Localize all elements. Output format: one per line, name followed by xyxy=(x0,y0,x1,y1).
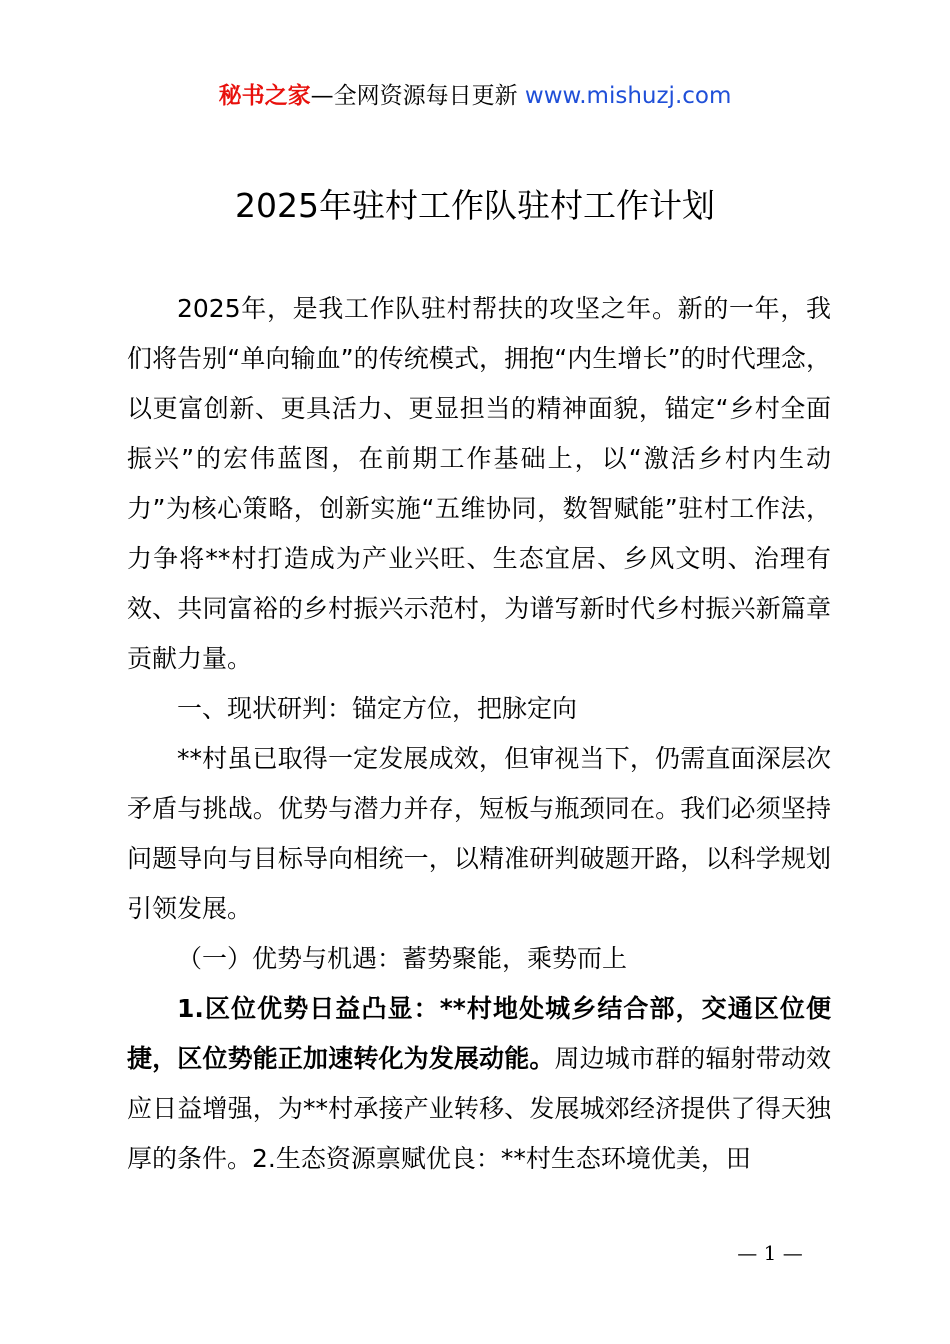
point-body-text: 周边城市群的辐射带动效应日益增强，为**村承接产业转移、发展城郊经济提供了得天独厚的条件。2.生态资源禀赋优良：**村生态环境优美，田 xyxy=(127,1044,831,1173)
brand-name: 秘书之家 xyxy=(218,83,311,109)
document-title: 2025年驻村工作队驻村工作计划 xyxy=(235,186,715,225)
document-body xyxy=(127,284,831,1184)
site-banner xyxy=(0,80,950,112)
intro-paragraph: 2025年，是我工作队驻村帮扶的攻坚之年。新的一年，我们将告别“单向输血”的传统模式，拥抱“内生增长”的时代理念，以更富创新、更具活力、更显担当的精神面貌，锚定“乡村全面振兴”的宏伟蓝图，在前期工作基础上，以“激活乡村内生动力”为核心策略，创新实施“五维协同，数智赋能”驻村工作法，力争将**村打造成为产业兴旺、生态宜居、乡风文明、治理有效、共同富裕的乡村振兴示范村，为谱写新时代乡村振兴新篇章贡献力量。 xyxy=(127,294,831,673)
point-bold-lead: 1.区位优势日益凸显：**村地处城乡结合部，交通区位便捷，区位势能正加速转化为发展动能。 xyxy=(127,994,831,1073)
section-paragraph: **村虽已取得一定发展成效，但审视当下，仍需直面深层次矛盾与挑战。优势与潜力并存，短板与瓶颈同在。我们必须坚持问题导向与目标导向相统一，以精准研判破题开路，以科学规划引领发展。 xyxy=(127,744,831,923)
banner-slogan: —全网资源每日更新 xyxy=(310,83,518,109)
point-paragraph xyxy=(127,984,831,1184)
page-number: — 1 — xyxy=(737,1241,803,1265)
subsection-heading: （一）优势与机遇：蓄势聚能，乘势而上 xyxy=(177,944,628,973)
site-url[interactable]: www.mishuzj.com xyxy=(524,83,732,109)
section-heading: 一、现状研判：锚定方位，把脉定向 xyxy=(177,694,578,723)
